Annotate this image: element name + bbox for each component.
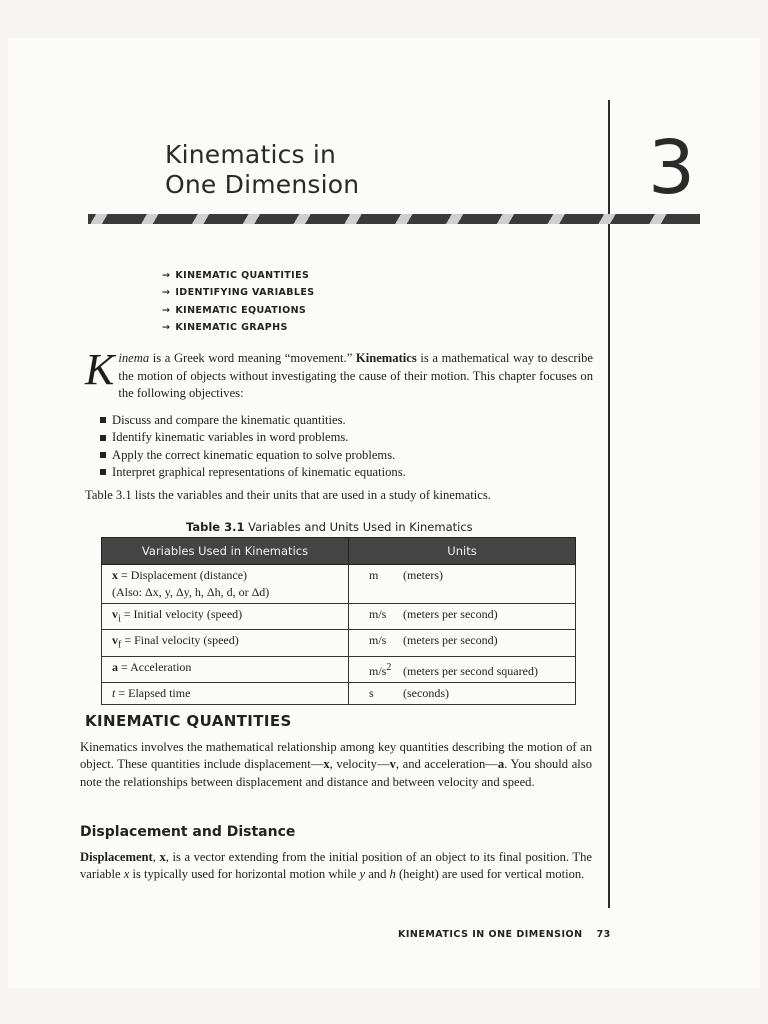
chapter-topics-list (162, 267, 315, 336)
table-intro-text: Table 3.1 lists the variables and their units that are used in a study of kinematics. (85, 488, 491, 502)
objective-item: Interpret graphical representations of kinematic equations. (100, 464, 406, 481)
arrow-icon: → (162, 287, 171, 299)
section-paragraph: Kinematics involves the mathematical relationship among key quantities describing the motion of an object. These quantities include displacement—x, velocity—v, and acceleration—a. You should also note the relationships between displacement and distance and between velocity and speed. (80, 740, 592, 789)
variable-cell: $v_i$ = Initial velocity (speed) (102, 604, 349, 630)
unit-cell: m/s (meters per second) (349, 604, 576, 630)
table-caption: Table 3.1 Variables and Units Used in Kinematics (186, 520, 473, 534)
variable-cell: t = Elapsed time (102, 682, 349, 704)
arrow-icon: → (162, 270, 171, 281)
table-row (102, 565, 576, 604)
variable-cell: x = Displacement (distance) (Also: Δx, y, Δy, h, Δh, d, or Δd) (102, 565, 349, 604)
objective-item: Apply the correct kinematic equation to solve problems. (100, 447, 406, 464)
unit-cell: s (seconds) (349, 682, 576, 704)
topic-item: → IDENTIFYING VARIABLES (162, 287, 315, 299)
subsection-heading: Displacement and Distance (80, 824, 296, 840)
variable-cell: a = Acceleration (102, 656, 349, 682)
square-bullet-icon (100, 435, 106, 441)
column-header-variables: Variables Used in Kinematics (102, 538, 349, 565)
section-heading: KINEMATIC QUANTITIES (85, 712, 292, 730)
objective-item: Identify kinematic variables in word problems. (100, 429, 406, 446)
unit-cell: m/s (meters per second) (349, 630, 576, 656)
unit-cell: $m/s^2$ (meters per second squared) (349, 656, 576, 682)
table-row (102, 604, 576, 630)
drop-cap: K (85, 345, 115, 394)
chapter-title-line-1: Kinematics in (165, 140, 337, 169)
table-row (102, 656, 576, 682)
page-number: 73 (596, 929, 611, 940)
square-bullet-icon (100, 417, 106, 423)
page-footer (398, 929, 611, 940)
kinematics-variables-table (101, 537, 576, 705)
intro-paragraph: Kinema is a Greek word meaning “movement.” Kinematics is a mathematical way to describe the motion of objects without investigating the cause of their motion. This chapter focuses on the following objectives: (85, 345, 593, 400)
square-bullet-icon (100, 469, 106, 475)
unit-cell: m (meters) (349, 565, 576, 604)
striped-divider (88, 214, 700, 224)
square-bullet-icon (100, 452, 106, 458)
topic-item: → KINEMATIC GRAPHS (162, 321, 288, 333)
topic-item: → KINEMATIC QUANTITIES (162, 270, 310, 281)
chapter-title (165, 140, 359, 200)
objective-item: Discuss and compare the kinematic quantities. (100, 412, 406, 429)
column-header-units: Units (349, 538, 576, 565)
objectives-list (100, 412, 406, 482)
table-row (102, 682, 576, 704)
subsection-paragraph: Displacement, x, is a vector extending from the initial position of an object to its final position. The variable x is typically used for horizontal motion while y and h (height) are used for vertical motion. (80, 850, 592, 882)
variable-cell: $v_f$ = Final velocity (speed) (102, 630, 349, 656)
arrow-icon: → (162, 321, 171, 333)
table-header-row (102, 538, 576, 565)
chapter-number: 3 (648, 125, 696, 211)
running-title: KINEMATICS IN ONE DIMENSION (398, 929, 583, 940)
table-row (102, 630, 576, 656)
chapter-title-line-2: One Dimension (165, 170, 360, 199)
topic-item: → KINEMATIC EQUATIONS (162, 304, 307, 316)
arrow-icon: → (162, 304, 171, 316)
